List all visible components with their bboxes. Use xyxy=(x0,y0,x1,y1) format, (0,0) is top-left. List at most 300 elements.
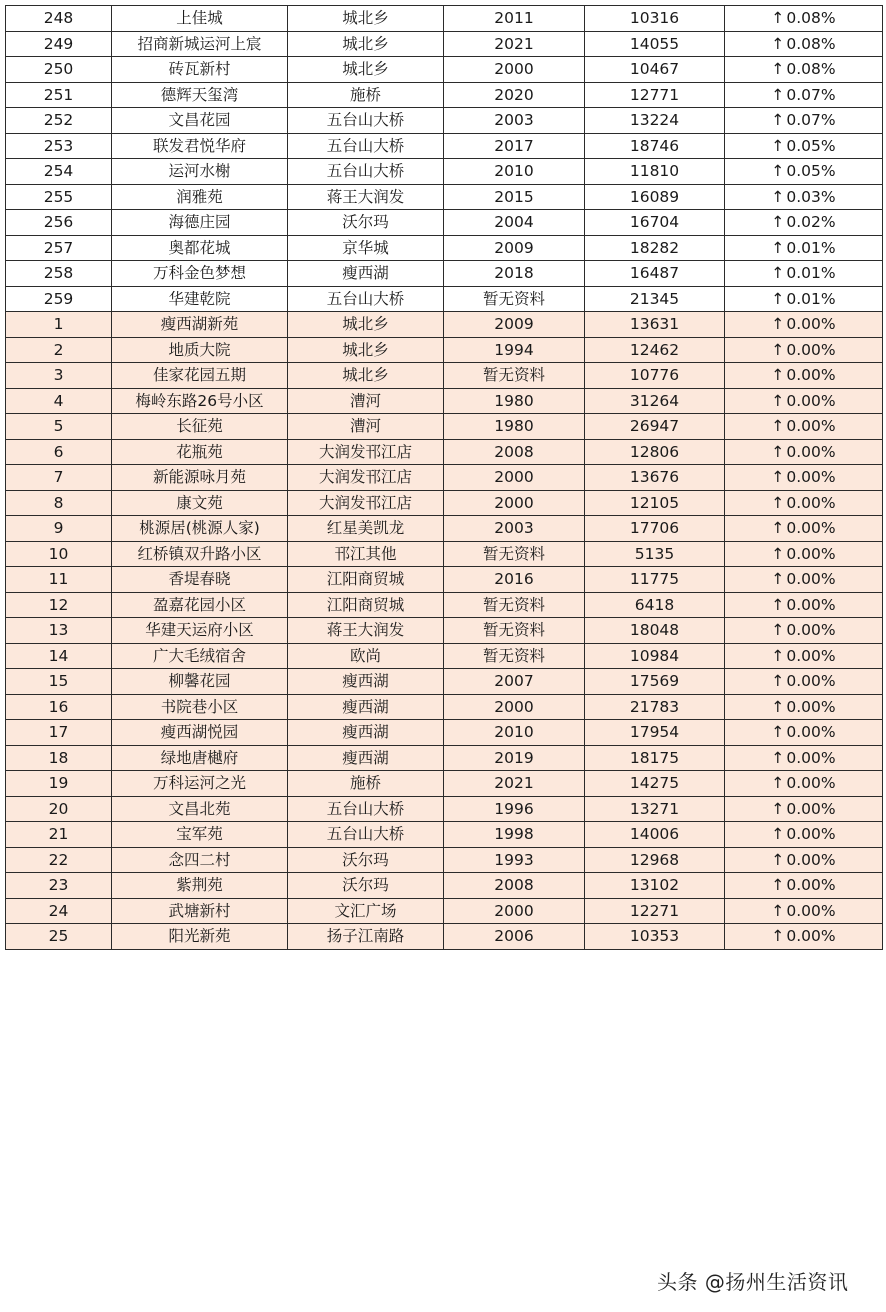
cell-year: 2000 xyxy=(444,490,585,516)
cell-area: 城北乡 xyxy=(288,363,444,389)
cell-price: 18746 xyxy=(585,133,725,159)
change-value: 0.00% xyxy=(786,493,836,512)
table-row xyxy=(6,133,883,159)
cell-year: 2007 xyxy=(444,669,585,695)
change-value: 0.00% xyxy=(786,417,836,436)
table-row xyxy=(6,669,883,695)
cell-change xyxy=(725,439,883,465)
change-value: 0.00% xyxy=(786,595,836,614)
arrow-up-icon: ↑ xyxy=(771,391,785,410)
cell-price: 26947 xyxy=(585,414,725,440)
change-value: 0.05% xyxy=(786,162,836,181)
cell-change xyxy=(725,924,883,950)
cell-name: 文昌花园 xyxy=(112,108,288,134)
cell-area: 漕河 xyxy=(288,388,444,414)
cell-price: 13224 xyxy=(585,108,725,134)
price-change-table xyxy=(5,5,883,950)
cell-name: 招商新城运河上宸 xyxy=(112,31,288,57)
arrow-up-icon: ↑ xyxy=(771,646,785,665)
cell-area: 邗江其他 xyxy=(288,541,444,567)
arrow-up-icon: ↑ xyxy=(771,672,785,691)
change-value: 0.00% xyxy=(786,901,836,920)
change-value: 0.00% xyxy=(786,315,836,334)
table-row xyxy=(6,924,883,950)
change-value: 0.08% xyxy=(786,34,836,53)
cell-change xyxy=(725,57,883,83)
table-row xyxy=(6,898,883,924)
change-value: 0.00% xyxy=(786,825,836,844)
arrow-up-icon: ↑ xyxy=(771,901,785,920)
table-row xyxy=(6,796,883,822)
cell-change xyxy=(725,31,883,57)
cell-year: 暂无资料 xyxy=(444,541,585,567)
cell-name: 地质大院 xyxy=(112,337,288,363)
cell-name: 运河水榭 xyxy=(112,159,288,185)
cell-price: 18048 xyxy=(585,618,725,644)
cell-area: 瘦西湖 xyxy=(288,694,444,720)
cell-rank: 251 xyxy=(6,82,112,108)
cell-year: 2004 xyxy=(444,210,585,236)
cell-price: 12462 xyxy=(585,337,725,363)
cell-year: 2000 xyxy=(444,898,585,924)
cell-name: 广大毛绒宿舍 xyxy=(112,643,288,669)
arrow-up-icon: ↑ xyxy=(771,748,785,767)
change-value: 0.00% xyxy=(786,442,836,461)
arrow-up-icon: ↑ xyxy=(771,876,785,895)
table-row xyxy=(6,261,883,287)
cell-name: 砖瓦新村 xyxy=(112,57,288,83)
cell-price: 12806 xyxy=(585,439,725,465)
cell-change xyxy=(725,541,883,567)
cell-rank: 3 xyxy=(6,363,112,389)
arrow-up-icon: ↑ xyxy=(771,85,785,104)
cell-name: 念四二村 xyxy=(112,847,288,873)
cell-change xyxy=(725,669,883,695)
cell-rank: 7 xyxy=(6,465,112,491)
cell-area: 五台山大桥 xyxy=(288,796,444,822)
cell-area: 城北乡 xyxy=(288,57,444,83)
cell-area: 大润发邗江店 xyxy=(288,439,444,465)
arrow-up-icon: ↑ xyxy=(771,570,785,589)
arrow-up-icon: ↑ xyxy=(771,493,785,512)
cell-price: 11775 xyxy=(585,567,725,593)
change-value: 0.07% xyxy=(786,111,836,130)
table-row xyxy=(6,490,883,516)
cell-price: 18282 xyxy=(585,235,725,261)
cell-year: 1993 xyxy=(444,847,585,873)
cell-rank: 249 xyxy=(6,31,112,57)
cell-rank: 257 xyxy=(6,235,112,261)
arrow-up-icon: ↑ xyxy=(771,111,785,130)
arrow-up-icon: ↑ xyxy=(771,366,785,385)
cell-name: 书院巷小区 xyxy=(112,694,288,720)
cell-change xyxy=(725,618,883,644)
change-value: 0.00% xyxy=(786,646,836,665)
table-row xyxy=(6,618,883,644)
cell-year: 暂无资料 xyxy=(444,643,585,669)
cell-name: 瘦西湖新苑 xyxy=(112,312,288,338)
change-value: 0.00% xyxy=(786,391,836,410)
cell-name: 梅岭东路26号小区 xyxy=(112,388,288,414)
cell-year: 2015 xyxy=(444,184,585,210)
cell-area: 大润发邗江店 xyxy=(288,465,444,491)
cell-year: 2016 xyxy=(444,567,585,593)
cell-year: 1980 xyxy=(444,388,585,414)
cell-price: 14275 xyxy=(585,771,725,797)
cell-area: 五台山大桥 xyxy=(288,286,444,312)
cell-name: 佳家花园五期 xyxy=(112,363,288,389)
arrow-up-icon: ↑ xyxy=(771,34,785,53)
cell-year: 2011 xyxy=(444,6,585,32)
cell-name: 润雅苑 xyxy=(112,184,288,210)
cell-name: 绿地唐樾府 xyxy=(112,745,288,771)
cell-price: 5135 xyxy=(585,541,725,567)
cell-change xyxy=(725,363,883,389)
cell-year: 2000 xyxy=(444,465,585,491)
change-value: 0.00% xyxy=(786,876,836,895)
table-row xyxy=(6,541,883,567)
table-row xyxy=(6,822,883,848)
cell-rank: 256 xyxy=(6,210,112,236)
cell-area: 城北乡 xyxy=(288,312,444,338)
cell-rank: 9 xyxy=(6,516,112,542)
cell-change xyxy=(725,796,883,822)
cell-area: 瘦西湖 xyxy=(288,745,444,771)
arrow-up-icon: ↑ xyxy=(771,621,785,640)
cell-area: 蒋王大润发 xyxy=(288,184,444,210)
cell-name: 万科运河之光 xyxy=(112,771,288,797)
cell-price: 13271 xyxy=(585,796,725,822)
cell-year: 2021 xyxy=(444,771,585,797)
table-row xyxy=(6,567,883,593)
change-value: 0.03% xyxy=(786,187,836,206)
cell-change xyxy=(725,133,883,159)
cell-year: 暂无资料 xyxy=(444,592,585,618)
cell-rank: 24 xyxy=(6,898,112,924)
cell-year: 2008 xyxy=(444,439,585,465)
cell-price: 18175 xyxy=(585,745,725,771)
cell-area: 瘦西湖 xyxy=(288,720,444,746)
cell-price: 16487 xyxy=(585,261,725,287)
arrow-up-icon: ↑ xyxy=(771,519,785,538)
cell-year: 2008 xyxy=(444,873,585,899)
change-value: 0.00% xyxy=(786,570,836,589)
cell-rank: 254 xyxy=(6,159,112,185)
cell-price: 13676 xyxy=(585,465,725,491)
cell-year: 2006 xyxy=(444,924,585,950)
cell-price: 6418 xyxy=(585,592,725,618)
arrow-up-icon: ↑ xyxy=(771,723,785,742)
change-value: 0.00% xyxy=(786,799,836,818)
table-row xyxy=(6,82,883,108)
table-row xyxy=(6,720,883,746)
cell-price: 17954 xyxy=(585,720,725,746)
cell-area: 五台山大桥 xyxy=(288,108,444,134)
change-value: 0.05% xyxy=(786,136,836,155)
cell-change xyxy=(725,184,883,210)
cell-name: 联发君悦华府 xyxy=(112,133,288,159)
cell-price: 17706 xyxy=(585,516,725,542)
change-value: 0.00% xyxy=(786,774,836,793)
cell-rank: 259 xyxy=(6,286,112,312)
arrow-up-icon: ↑ xyxy=(771,264,785,283)
cell-price: 12105 xyxy=(585,490,725,516)
cell-area: 城北乡 xyxy=(288,31,444,57)
change-value: 0.00% xyxy=(786,468,836,487)
cell-name: 宝军苑 xyxy=(112,822,288,848)
change-value: 0.00% xyxy=(786,723,836,742)
cell-area: 瘦西湖 xyxy=(288,261,444,287)
change-value: 0.00% xyxy=(786,927,836,946)
table-row xyxy=(6,363,883,389)
table-row xyxy=(6,235,883,261)
cell-change xyxy=(725,82,883,108)
arrow-up-icon: ↑ xyxy=(771,187,785,206)
cell-rank: 20 xyxy=(6,796,112,822)
cell-year: 2010 xyxy=(444,720,585,746)
cell-price: 10467 xyxy=(585,57,725,83)
cell-name: 花瓶苑 xyxy=(112,439,288,465)
cell-price: 16704 xyxy=(585,210,725,236)
cell-name: 长征苑 xyxy=(112,414,288,440)
cell-price: 10776 xyxy=(585,363,725,389)
change-value: 0.00% xyxy=(786,519,836,538)
arrow-up-icon: ↑ xyxy=(771,417,785,436)
cell-name: 瘦西湖悦园 xyxy=(112,720,288,746)
cell-rank: 18 xyxy=(6,745,112,771)
cell-change xyxy=(725,592,883,618)
cell-name: 香堤春晓 xyxy=(112,567,288,593)
cell-price: 21345 xyxy=(585,286,725,312)
table-row xyxy=(6,286,883,312)
cell-change xyxy=(725,414,883,440)
cell-price: 14055 xyxy=(585,31,725,57)
cell-rank: 253 xyxy=(6,133,112,159)
table-row xyxy=(6,745,883,771)
cell-area: 五台山大桥 xyxy=(288,822,444,848)
cell-change xyxy=(725,873,883,899)
cell-name: 华建乾院 xyxy=(112,286,288,312)
arrow-up-icon: ↑ xyxy=(771,799,785,818)
cell-rank: 17 xyxy=(6,720,112,746)
cell-price: 10316 xyxy=(585,6,725,32)
cell-year: 2009 xyxy=(444,312,585,338)
cell-change xyxy=(725,643,883,669)
cell-change xyxy=(725,465,883,491)
cell-area: 城北乡 xyxy=(288,6,444,32)
cell-year: 1998 xyxy=(444,822,585,848)
cell-year: 2000 xyxy=(444,57,585,83)
cell-year: 2009 xyxy=(444,235,585,261)
change-value: 0.08% xyxy=(786,60,836,79)
cell-change xyxy=(725,847,883,873)
cell-year: 2017 xyxy=(444,133,585,159)
cell-change xyxy=(725,337,883,363)
cell-name: 武塘新村 xyxy=(112,898,288,924)
cell-rank: 15 xyxy=(6,669,112,695)
cell-year: 1996 xyxy=(444,796,585,822)
cell-rank: 12 xyxy=(6,592,112,618)
cell-change xyxy=(725,490,883,516)
cell-area: 扬子江南路 xyxy=(288,924,444,950)
cell-rank: 10 xyxy=(6,541,112,567)
arrow-up-icon: ↑ xyxy=(771,162,785,181)
cell-year: 2010 xyxy=(444,159,585,185)
cell-change xyxy=(725,261,883,287)
cell-rank: 5 xyxy=(6,414,112,440)
table-row xyxy=(6,31,883,57)
cell-price: 31264 xyxy=(585,388,725,414)
cell-name: 文昌北苑 xyxy=(112,796,288,822)
cell-area: 瘦西湖 xyxy=(288,669,444,695)
cell-area: 大润发邗江店 xyxy=(288,490,444,516)
change-value: 0.02% xyxy=(786,213,836,232)
arrow-up-icon: ↑ xyxy=(771,315,785,334)
cell-change xyxy=(725,6,883,32)
change-value: 0.01% xyxy=(786,238,836,257)
cell-change xyxy=(725,898,883,924)
cell-rank: 252 xyxy=(6,108,112,134)
cell-price: 21783 xyxy=(585,694,725,720)
table-row xyxy=(6,694,883,720)
cell-year: 1980 xyxy=(444,414,585,440)
cell-name: 紫荆苑 xyxy=(112,873,288,899)
cell-rank: 14 xyxy=(6,643,112,669)
arrow-up-icon: ↑ xyxy=(771,697,785,716)
cell-change xyxy=(725,720,883,746)
arrow-up-icon: ↑ xyxy=(771,927,785,946)
change-value: 0.00% xyxy=(786,850,836,869)
change-value: 0.00% xyxy=(786,340,836,359)
cell-name: 盈嘉花园小区 xyxy=(112,592,288,618)
table-row xyxy=(6,771,883,797)
change-value: 0.00% xyxy=(786,621,836,640)
cell-area: 沃尔玛 xyxy=(288,873,444,899)
cell-change xyxy=(725,822,883,848)
change-value: 0.07% xyxy=(786,85,836,104)
arrow-up-icon: ↑ xyxy=(771,595,785,614)
table-row xyxy=(6,592,883,618)
change-value: 0.00% xyxy=(786,672,836,691)
change-value: 0.00% xyxy=(786,748,836,767)
cell-price: 12271 xyxy=(585,898,725,924)
cell-rank: 11 xyxy=(6,567,112,593)
cell-year: 2020 xyxy=(444,82,585,108)
arrow-up-icon: ↑ xyxy=(771,774,785,793)
table-row xyxy=(6,312,883,338)
arrow-up-icon: ↑ xyxy=(771,544,785,563)
cell-name: 阳光新苑 xyxy=(112,924,288,950)
cell-rank: 248 xyxy=(6,6,112,32)
cell-rank: 250 xyxy=(6,57,112,83)
cell-year: 2000 xyxy=(444,694,585,720)
table-row xyxy=(6,337,883,363)
cell-area: 沃尔玛 xyxy=(288,210,444,236)
arrow-up-icon: ↑ xyxy=(771,238,785,257)
cell-area: 蒋王大润发 xyxy=(288,618,444,644)
arrow-up-icon: ↑ xyxy=(771,468,785,487)
cell-rank: 21 xyxy=(6,822,112,848)
cell-price: 12771 xyxy=(585,82,725,108)
table-row xyxy=(6,465,883,491)
table-row xyxy=(6,388,883,414)
table-row xyxy=(6,516,883,542)
cell-change xyxy=(725,159,883,185)
cell-price: 13102 xyxy=(585,873,725,899)
cell-name: 奥都花城 xyxy=(112,235,288,261)
cell-name: 万科金色梦想 xyxy=(112,261,288,287)
cell-rank: 255 xyxy=(6,184,112,210)
cell-name: 红桥镇双升路小区 xyxy=(112,541,288,567)
table-row xyxy=(6,873,883,899)
cell-rank: 13 xyxy=(6,618,112,644)
arrow-up-icon: ↑ xyxy=(771,442,785,461)
arrow-up-icon: ↑ xyxy=(771,850,785,869)
cell-area: 沃尔玛 xyxy=(288,847,444,873)
arrow-up-icon: ↑ xyxy=(771,9,785,28)
cell-area: 江阳商贸城 xyxy=(288,567,444,593)
change-value: 0.00% xyxy=(786,366,836,385)
change-value: 0.01% xyxy=(786,289,836,308)
cell-rank: 2 xyxy=(6,337,112,363)
cell-price: 11810 xyxy=(585,159,725,185)
cell-change xyxy=(725,694,883,720)
cell-area: 五台山大桥 xyxy=(288,133,444,159)
cell-rank: 23 xyxy=(6,873,112,899)
change-value: 0.01% xyxy=(786,264,836,283)
cell-change xyxy=(725,771,883,797)
cell-rank: 25 xyxy=(6,924,112,950)
cell-year: 2018 xyxy=(444,261,585,287)
cell-name: 海德庄园 xyxy=(112,210,288,236)
cell-year: 2021 xyxy=(444,31,585,57)
cell-area: 五台山大桥 xyxy=(288,159,444,185)
cell-area: 文汇广场 xyxy=(288,898,444,924)
cell-area: 城北乡 xyxy=(288,337,444,363)
cell-rank: 6 xyxy=(6,439,112,465)
cell-area: 施桥 xyxy=(288,771,444,797)
cell-rank: 22 xyxy=(6,847,112,873)
cell-rank: 19 xyxy=(6,771,112,797)
cell-change xyxy=(725,745,883,771)
cell-price: 10353 xyxy=(585,924,725,950)
arrow-up-icon: ↑ xyxy=(771,340,785,359)
cell-change xyxy=(725,286,883,312)
cell-year: 2003 xyxy=(444,108,585,134)
cell-price: 17569 xyxy=(585,669,725,695)
watermark: 头条 @扬州生活资讯 xyxy=(657,1270,849,1294)
cell-area: 京华城 xyxy=(288,235,444,261)
cell-change xyxy=(725,567,883,593)
cell-year: 暂无资料 xyxy=(444,363,585,389)
arrow-up-icon: ↑ xyxy=(771,136,785,155)
cell-price: 12968 xyxy=(585,847,725,873)
cell-name: 康文苑 xyxy=(112,490,288,516)
table-row xyxy=(6,57,883,83)
cell-name: 桃源居(桃源人家) xyxy=(112,516,288,542)
table-row xyxy=(6,439,883,465)
arrow-up-icon: ↑ xyxy=(771,213,785,232)
table-row xyxy=(6,643,883,669)
cell-rank: 16 xyxy=(6,694,112,720)
cell-area: 施桥 xyxy=(288,82,444,108)
change-value: 0.00% xyxy=(786,544,836,563)
cell-name: 华建天运府小区 xyxy=(112,618,288,644)
cell-name: 柳馨花园 xyxy=(112,669,288,695)
cell-name: 新能源咏月苑 xyxy=(112,465,288,491)
cell-change xyxy=(725,516,883,542)
arrow-up-icon: ↑ xyxy=(771,289,785,308)
